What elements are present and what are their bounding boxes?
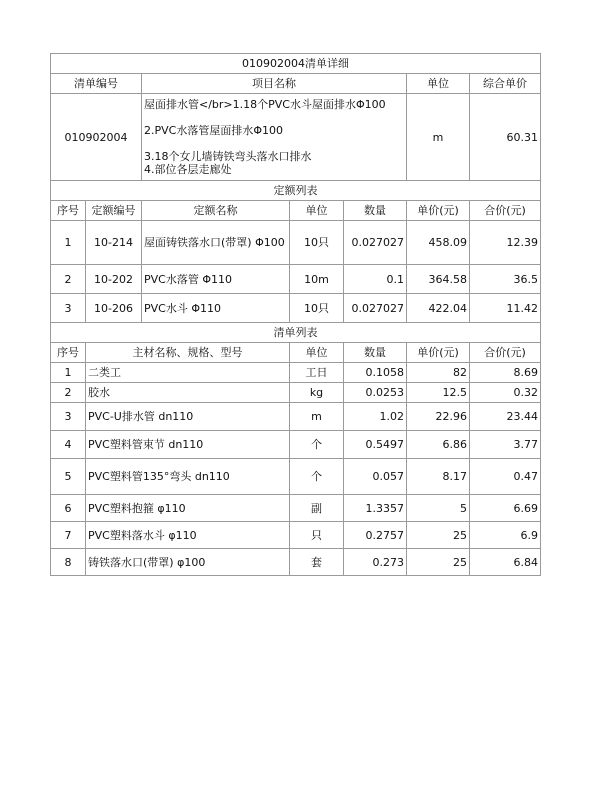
quota-price: 364.58: [407, 265, 470, 294]
bill-code: 010902004: [51, 94, 142, 181]
quota-code: 10-214: [86, 221, 142, 265]
bill-description-line: 4.部位各层走廊处: [144, 163, 232, 176]
bill-code-header: 清单编号: [51, 74, 142, 94]
bill-unit: m: [407, 94, 470, 181]
material-unit: m: [290, 403, 344, 431]
material-row: [51, 403, 541, 431]
material-row: [51, 522, 541, 549]
quota-no: 2: [51, 265, 86, 294]
bill-description-line: [144, 111, 404, 124]
quota-qty: 0.027027: [344, 221, 407, 265]
quota-no-header: 序号: [51, 201, 86, 221]
material-row: [51, 383, 541, 403]
quota-price: 458.09: [407, 221, 470, 265]
bill-detail-sheet: [50, 53, 540, 576]
material-row: [51, 459, 541, 495]
material-qty-header: 数量: [344, 343, 407, 363]
material-price: 6.86: [407, 431, 470, 459]
material-no: 5: [51, 459, 86, 495]
materials-header-row: [51, 343, 541, 363]
material-row: [51, 549, 541, 576]
quota-unit: 10只: [290, 294, 344, 323]
bill-price-header: 综合单价: [470, 74, 541, 94]
quota-name: 屋面铸铁落水口(带罩) Φ100: [142, 221, 290, 265]
material-total: 6.9: [470, 522, 541, 549]
material-row: [51, 431, 541, 459]
quota-unit: 10只: [290, 221, 344, 265]
bill-header-row: [51, 74, 541, 94]
material-name: PVC塑料管135°弯头 dn110: [86, 459, 290, 495]
material-no: 2: [51, 383, 86, 403]
material-name: PVC塑料落水斗 φ110: [86, 522, 290, 549]
material-total: 0.32: [470, 383, 541, 403]
quota-total: 36.5: [470, 265, 541, 294]
quota-total-header: 合价(元): [470, 201, 541, 221]
quota-row: [51, 265, 541, 294]
material-total-header: 合价(元): [470, 343, 541, 363]
material-qty: 0.5497: [344, 431, 407, 459]
bill-description-line: 2.PVC水落管屋面排水Φ100: [144, 124, 283, 137]
material-unit: 工日: [290, 363, 344, 383]
quota-row: [51, 294, 541, 323]
material-price: 5: [407, 495, 470, 522]
material-qty: 0.0253: [344, 383, 407, 403]
material-qty: 0.2757: [344, 522, 407, 549]
quota-header-row: [51, 201, 541, 221]
material-price: 25: [407, 549, 470, 576]
sheet-title: 010902004清单详细: [51, 54, 541, 74]
bill-row: [51, 94, 541, 181]
material-total: 6.84: [470, 549, 541, 576]
quota-unit-header: 单位: [290, 201, 344, 221]
quota-qty-header: 数量: [344, 201, 407, 221]
quota-name: PVC水斗 Φ110: [142, 294, 290, 323]
bill-detail-table: [50, 53, 541, 576]
material-price: 25: [407, 522, 470, 549]
material-price-header: 单价(元): [407, 343, 470, 363]
bill-description-line: 屋面排水管</br>1.18个PVC水斗屋面排水Φ100: [144, 98, 386, 111]
material-row: [51, 363, 541, 383]
quota-total: 12.39: [470, 221, 541, 265]
quota-code-header: 定额编号: [86, 201, 142, 221]
material-price: 12.5: [407, 383, 470, 403]
bill-unit-header: 单位: [407, 74, 470, 94]
bill-description-line: [144, 137, 404, 150]
quota-row: [51, 221, 541, 265]
material-unit: kg: [290, 383, 344, 403]
material-total: 23.44: [470, 403, 541, 431]
material-total: 0.47: [470, 459, 541, 495]
material-total: 3.77: [470, 431, 541, 459]
quota-qty: 0.027027: [344, 294, 407, 323]
material-total: 6.69: [470, 495, 541, 522]
material-price: 82: [407, 363, 470, 383]
quota-name-header: 定额名称: [142, 201, 290, 221]
material-qty: 0.1058: [344, 363, 407, 383]
quota-code: 10-206: [86, 294, 142, 323]
quota-section-title: 定额列表: [51, 181, 541, 201]
quota-no: 1: [51, 221, 86, 265]
material-no: 4: [51, 431, 86, 459]
material-name-header: 主材名称、规格、型号: [86, 343, 290, 363]
quota-unit: 10m: [290, 265, 344, 294]
quota-name: PVC水落管 Φ110: [142, 265, 290, 294]
material-name: PVC塑料抱箍 φ110: [86, 495, 290, 522]
material-unit-header: 单位: [290, 343, 344, 363]
material-name: 胶水: [86, 383, 290, 403]
materials-section-title: 清单列表: [51, 323, 541, 343]
material-unit: 套: [290, 549, 344, 576]
quota-code: 10-202: [86, 265, 142, 294]
material-no: 7: [51, 522, 86, 549]
material-name: 铸铁落水口(带罩) φ100: [86, 549, 290, 576]
material-qty: 0.273: [344, 549, 407, 576]
quota-price-header: 单价(元): [407, 201, 470, 221]
material-total: 8.69: [470, 363, 541, 383]
material-row: [51, 495, 541, 522]
quota-qty: 0.1: [344, 265, 407, 294]
material-name: PVC塑料管束节 dn110: [86, 431, 290, 459]
material-unit: 个: [290, 459, 344, 495]
bill-description-line: 3.18个女儿墙铸铁弯头落水口排水: [144, 150, 312, 163]
quota-price: 422.04: [407, 294, 470, 323]
material-price: 22.96: [407, 403, 470, 431]
material-no: 1: [51, 363, 86, 383]
material-qty: 1.02: [344, 403, 407, 431]
material-name: 二类工: [86, 363, 290, 383]
material-unit: 个: [290, 431, 344, 459]
bill-name-header: 项目名称: [142, 74, 407, 94]
material-no-header: 序号: [51, 343, 86, 363]
quota-total: 11.42: [470, 294, 541, 323]
material-unit: 副: [290, 495, 344, 522]
material-no: 3: [51, 403, 86, 431]
bill-item-description: [142, 94, 407, 181]
material-unit: 只: [290, 522, 344, 549]
material-no: 8: [51, 549, 86, 576]
material-qty: 1.3357: [344, 495, 407, 522]
quota-no: 3: [51, 294, 86, 323]
material-name: PVC-U排水管 dn110: [86, 403, 290, 431]
material-no: 6: [51, 495, 86, 522]
bill-price: 60.31: [470, 94, 541, 181]
material-price: 8.17: [407, 459, 470, 495]
material-qty: 0.057: [344, 459, 407, 495]
